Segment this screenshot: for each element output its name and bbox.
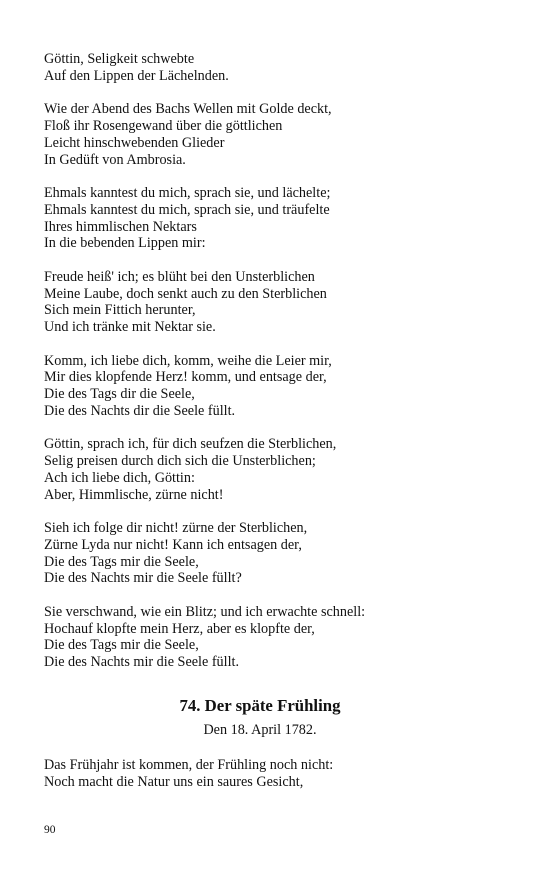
poem-continuation bbox=[44, 51, 514, 688]
verse-line: Die des Nachts mir die Seele füllt? bbox=[44, 570, 242, 587]
verse-line: Die des Tags dir die Seele, bbox=[44, 386, 195, 403]
verse-line: Wie der Abend des Bachs Wellen mit Golde deckt, bbox=[44, 101, 332, 118]
stanza-1 bbox=[44, 51, 514, 85]
verse-line: Ehmals kanntest du mich, sprach sie, und lächelte; bbox=[44, 184, 331, 201]
verse-line: Ehmals kanntest du mich, sprach sie, und träufelte bbox=[44, 201, 330, 218]
verse-line: Göttin, sprach ich, für dich seufzen die Sterblichen, bbox=[44, 436, 337, 453]
verse-line: Göttin, Seligkeit schwebte bbox=[44, 51, 195, 67]
stanza-5 bbox=[44, 353, 514, 420]
verse-line: Und ich tränke mit Nektar sie. bbox=[44, 319, 216, 336]
stanza-6 bbox=[44, 436, 514, 503]
verse-line: Leicht hinschwebenden Glieder bbox=[44, 134, 225, 151]
stanza-4 bbox=[44, 269, 514, 336]
stanza-8 bbox=[44, 604, 514, 671]
verse-line: Auf den Lippen der Lächelnden. bbox=[44, 67, 229, 84]
verse-line: Noch macht die Natur uns ein saures Gesicht, bbox=[44, 773, 304, 790]
verse-line: Aber, Himmlische, zürne nicht! bbox=[44, 486, 224, 503]
verse-line: Freude heiß' ich; es blüht bei den Unsterblichen bbox=[44, 268, 315, 285]
poem-date: Den 18. April 1782. bbox=[203, 722, 317, 738]
verse-line: In Gedüft von Ambrosia. bbox=[44, 151, 186, 168]
verse-line: Selig preisen durch dich sich die Unsterblichen; bbox=[44, 453, 316, 470]
next-poem-text bbox=[44, 757, 514, 791]
stanza-2 bbox=[44, 101, 514, 168]
verse-line: Die des Tags mir die Seele, bbox=[44, 553, 199, 570]
verse-line: Sie verschwand, wie ein Blitz; und ich erwachte schnell: bbox=[44, 603, 366, 620]
verse-line: Das Frühjahr ist kommen, der Frühling noch nicht: bbox=[44, 757, 334, 773]
verse-line: Mir dies klopfende Herz! komm, und entsage der, bbox=[44, 369, 327, 386]
verse-line: Sich mein Fittich herunter, bbox=[44, 302, 196, 319]
poem-title: 74. Der späte Frühling bbox=[179, 696, 341, 715]
verse-line: Hochauf klopfte mein Herz, aber es klopfte der, bbox=[44, 620, 315, 637]
verse-line: Ach ich liebe dich, Göttin: bbox=[44, 469, 195, 486]
verse-line: Komm, ich liebe dich, komm, weihe die Leier mir, bbox=[44, 352, 332, 369]
verse-line: Die des Tags mir die Seele, bbox=[44, 637, 199, 654]
page-number: 90 bbox=[44, 824, 56, 836]
verse-line: Zürne Lyda nur nicht! Kann ich entsagen der, bbox=[44, 536, 302, 553]
stanza-7 bbox=[44, 520, 514, 587]
verse-line: Die des Nachts mir die Seele füllt. bbox=[44, 654, 240, 671]
verse-line: Ihres himmlischen Nektars bbox=[44, 218, 197, 235]
stanza-3 bbox=[44, 185, 514, 252]
verse-line: Sieh ich folge dir nicht! zürne der Sterblichen, bbox=[44, 520, 308, 537]
verse-line: Floß ihr Rosengewand über die göttlichen bbox=[44, 117, 283, 134]
verse-line: Meine Laube, doch senkt auch zu den Sterblichen bbox=[44, 285, 327, 302]
verse-line: In die bebenden Lippen mir: bbox=[44, 235, 206, 252]
verse-line: Die des Nachts dir die Seele füllt. bbox=[44, 402, 236, 419]
